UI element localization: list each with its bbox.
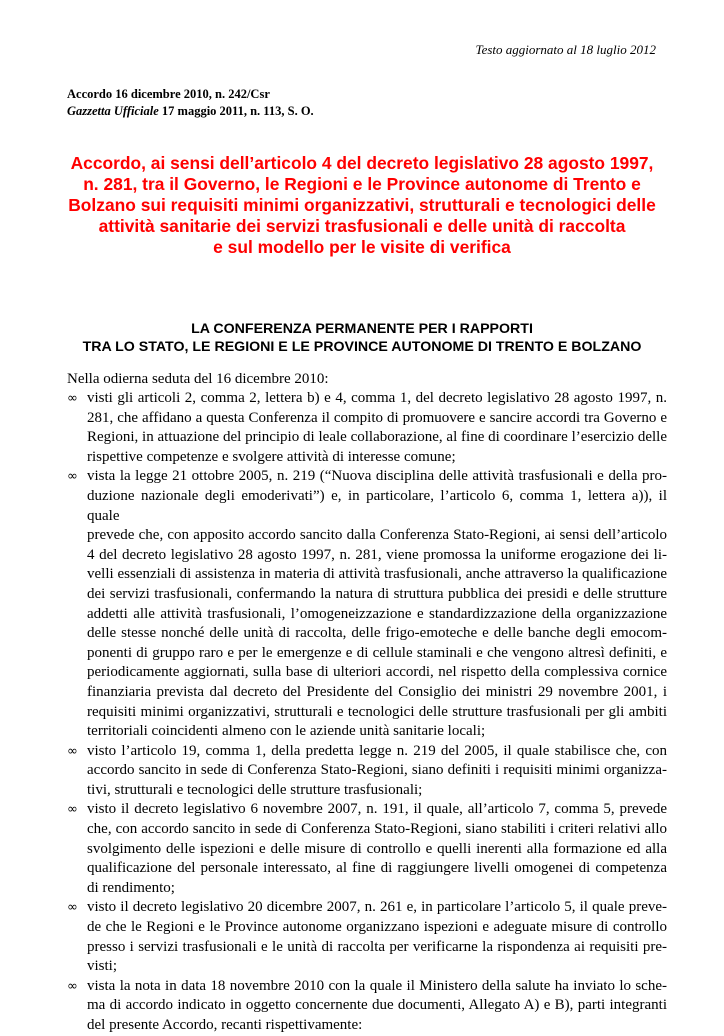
title-line: n. 281, tra il Governo, le Regioni e le Province autonome di Trento e [83, 174, 641, 194]
infinity-bullet-icon: ∞ [67, 743, 78, 759]
list-item-line: accordo sancito in sede di Conferenza Stato-Regioni, siano definiti i requisiti minimi organizza- [87, 762, 667, 779]
list-item-line: di rendimento; [87, 879, 175, 896]
list-item [67, 977, 667, 1036]
list-item-line: velli essenziali di assistenza in materia di attività trasfusionali, anche attraverso la qualificazione [87, 566, 667, 583]
list-item-line: 281, che affidano a questa Conferenza il compito di promuovere e sancire accordi tra Governo e [87, 409, 667, 426]
list-item-line: Regioni, in attuazione del principio di leale collaborazione, al fine di coordinare l’esercizio delle [87, 429, 667, 446]
conference-line: TRA LO STATO, LE REGIONI E LE PROVINCE AUTONOME DI TRENTO E BOLZANO [82, 339, 642, 355]
list-item-line: visto l’articolo 19, comma 1, della predetta legge n. 219 del 2005, il quale stabilisce che, con [87, 742, 667, 759]
list-item-line: visti; [87, 958, 118, 975]
list-item [67, 800, 667, 898]
gazzetta-reference [67, 103, 314, 120]
list-item-line: visto il decreto legislativo 20 dicembre 2007, n. 261 e, in particolare l’articolo 5, il quale preve- [87, 899, 667, 916]
reference-block [67, 86, 314, 120]
list-item-line: duzione nazionale degli emoderivati”) e, in particolare, l’articolo 6, comma 1, lettera a)), il quale [87, 487, 667, 524]
list-item-line: presso i servizi trasfusionali e le unità di raccolta per verificarne la rispondenza ai requisiti pre- [87, 938, 667, 955]
list-item-line: ma di accordo indicato in oggetto concernente due documenti, Allegato A) e B), parti integranti [87, 997, 667, 1014]
accordo-reference: Accordo 16 dicembre 2010, n. 242/Csr [67, 87, 270, 101]
list-item-line: 4 del decreto legislativo 28 agosto 1997, n. 281, viene promossa la uniforme erogazione dei li- [87, 546, 667, 563]
conference-line: LA CONFERENZA PERMANENTE PER I RAPPORTI [191, 321, 533, 337]
list-item-line: de che le Regioni e le Province autonome organizzano ispezioni e adeguate misure di controllo [87, 919, 667, 936]
list-item [67, 389, 667, 467]
document-title [40, 153, 684, 258]
list-item [67, 467, 667, 741]
infinity-bullet-icon: ∞ [67, 978, 78, 994]
list-item-line: visto il decreto legislativo 6 novembre 2007, n. 191, il quale, all’articolo 7, comma 5, prevede [87, 801, 667, 818]
infinity-bullet-icon: ∞ [67, 469, 78, 485]
list-item-line: che, con accordo sancito in sede di Conferenza Stato-Regioni, siano stabiliti i criteri relativi allo [87, 821, 667, 838]
update-note: Testo aggiornato al 18 luglio 2012 [475, 42, 656, 57]
title-line: e sul modello per le visite di verifica [213, 237, 511, 257]
gazzetta-name: Gazzetta Ufficiale [67, 104, 159, 118]
title-line: Bolzano sui requisiti minimi organizzativi, strutturali e tecnologici delle [68, 195, 656, 215]
list-item-line: svolgimento delle ispezioni e delle misure di controllo e quelli inerenti alla formazione ed alla [87, 840, 667, 857]
list-item-line: addetti alle attività trasfusionali, l’omogeneizzazione e standardizzazione della organizzazione [87, 605, 667, 622]
list-item-line: territoriali coincidenti almeno con le aziende unità sanitarie locali; [87, 723, 486, 740]
list-item-line: periodicamente aggiornati, sulla base di ulteriori accordi, nel rispetto della complessiva cornice [87, 664, 667, 681]
list-item-line: del presente Accordo, recanti rispettivamente: [87, 1017, 363, 1033]
premises-list [67, 389, 667, 1036]
list-item [67, 742, 667, 801]
list-item-line: delle stesse nonché delle unità di raccolta, delle frigo-emoteche e delle banche degli emocom- [87, 625, 667, 642]
list-item-line: qualificazione del personale interessato, al fine di raggiungere livelli omogenei di competenza [87, 860, 667, 877]
list-item-line: finanziaria prevista dal decreto del Presidente del Consiglio dei ministri 29 novembre 2001, i [87, 683, 667, 700]
list-item [67, 898, 667, 976]
list-item-line: prevede che, con apposito accordo sancito dalla Conferenza Stato-Regioni, ai sensi dell’articolo [87, 527, 667, 544]
infinity-bullet-icon: ∞ [67, 802, 78, 818]
title-line: attività sanitarie dei servizi trasfusionali e delle unità di raccolta [98, 216, 626, 236]
title-line: Accordo, ai sensi dell’articolo 4 del decreto legislativo 28 agosto 1997, [70, 153, 654, 173]
list-item-line: dei servizi trasfusionali, confermando la natura di struttura pubblica dei presidi e delle strutture [87, 585, 667, 602]
list-item-line: visti gli articoli 2, comma 2, lettera b) e 4, comma 1, del decreto legislativo 28 agosto 1997, n. [87, 390, 667, 406]
infinity-bullet-icon: ∞ [67, 391, 78, 406]
gazzetta-details: 17 maggio 2011, n. 113, S. O. [158, 104, 314, 118]
list-item-line: vista la nota in data 18 novembre 2010 con la quale il Ministero della salute ha inviato lo sche- [87, 977, 667, 994]
conference-heading [40, 320, 684, 356]
infinity-bullet-icon: ∞ [67, 900, 78, 916]
list-item-line: tivi, strutturali e tecnologici delle strutture trasfusionali; [87, 781, 423, 798]
list-item-line: ponenti di gruppo raro e per le emergenze e di cellule staminali e che vengono altresì definiti, e [87, 644, 667, 661]
intro-text: Nella odierna seduta del 16 dicembre 2010: [67, 371, 329, 387]
list-item-line: rispettive competenze e svolgere attività di interesse comune; [87, 448, 456, 465]
list-item-line: vista la legge 21 ottobre 2005, n. 219 (“Nuova disciplina delle attività trasfusionali e della pro- [87, 468, 667, 485]
list-item-line: requisiti minimi organizzativi, strutturali e tecnologici delle strutture trasfusionali per gli ambiti [87, 703, 667, 720]
